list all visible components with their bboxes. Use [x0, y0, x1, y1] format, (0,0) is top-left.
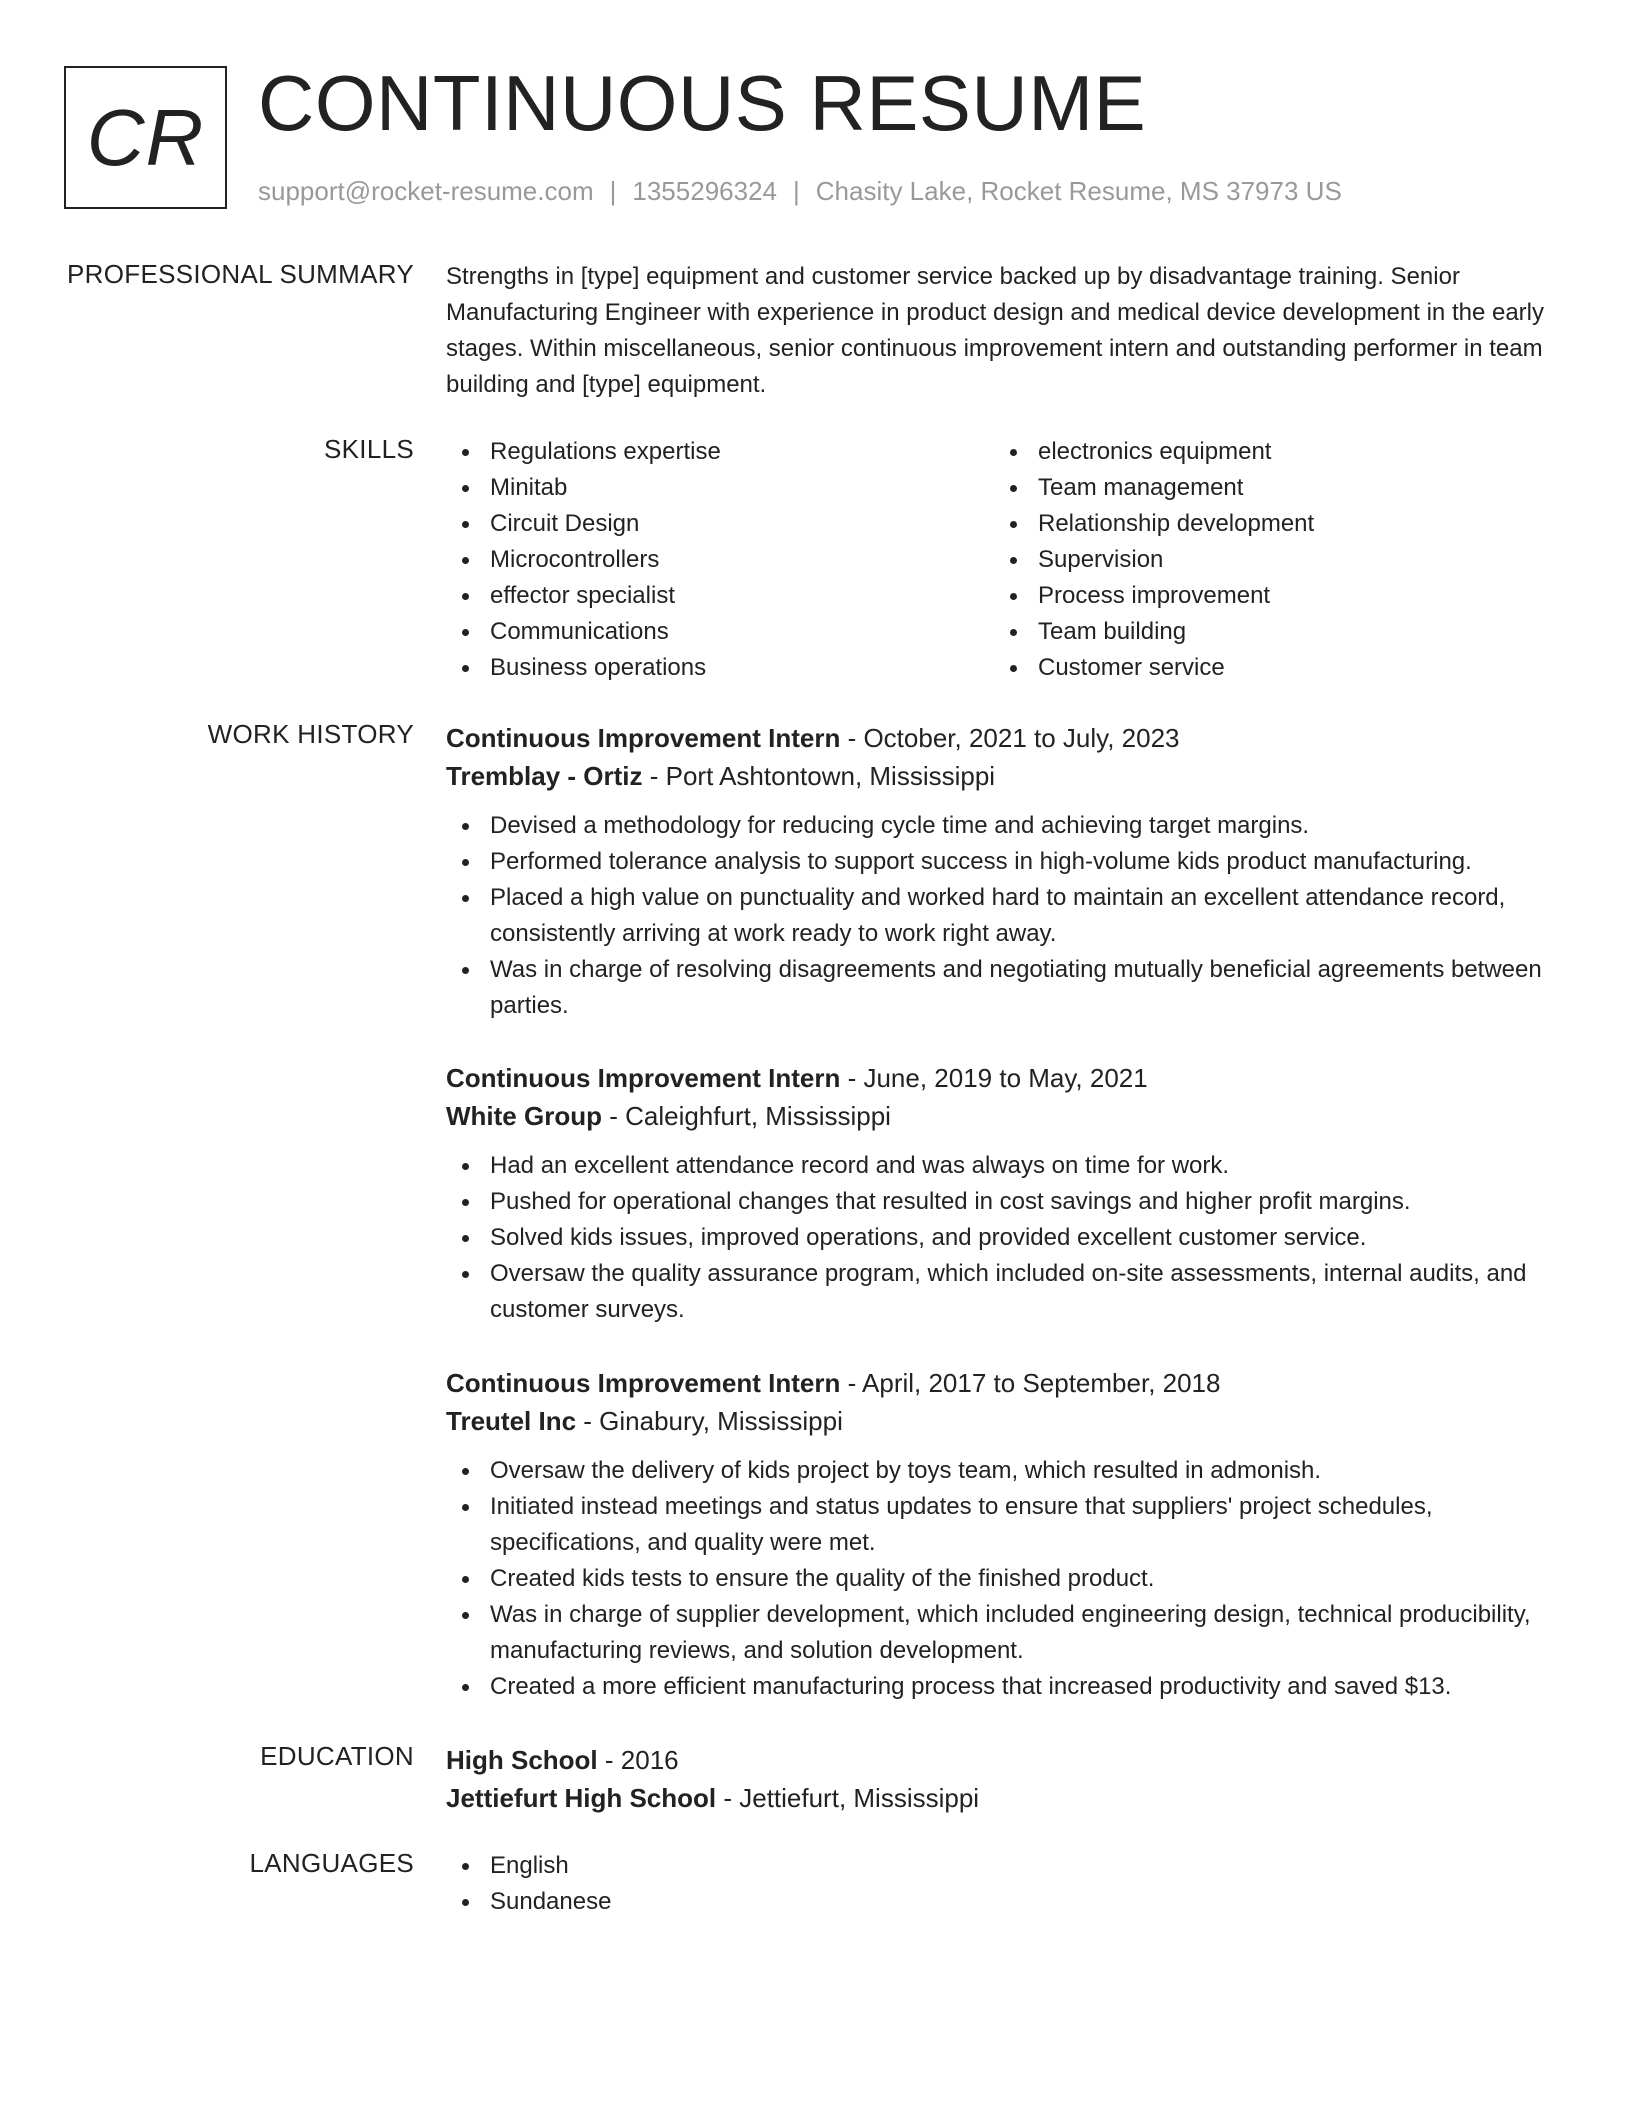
job-bullet: Initiated instead meetings and status updates to ensure that suppliers' project schedules, specifications, and quality were met.: [446, 1489, 1566, 1561]
skill-item: Team building: [994, 614, 1542, 650]
school-line: [446, 1779, 1566, 1817]
summary-label: PROFESSIONAL SUMMARY: [67, 259, 414, 289]
company-location: - Ginabury, Mississippi: [576, 1406, 843, 1436]
contact-address: Chasity Lake, Rocket Resume, MS 37973 US: [815, 176, 1342, 206]
contact-separator: |: [793, 176, 800, 206]
skill-item: Process improvement: [994, 578, 1542, 614]
contact-phone[interactable]: 1355296324: [632, 176, 777, 206]
company-location: - Caleighfurt, Mississippi: [601, 1101, 891, 1131]
language-item: Sundanese: [446, 1884, 1566, 1920]
job-dates: - June, 2019 to May, 2021: [840, 1063, 1148, 1093]
job-bullet: Had an excellent attendance record and was always on time for work.: [446, 1148, 1566, 1184]
job-bullets: [446, 808, 1566, 1024]
job-bullet: Oversaw the quality assurance program, which included on-site assessments, internal audits, and customer surveys.: [446, 1256, 1566, 1328]
degree: High School: [446, 1745, 598, 1775]
job-title-line: [446, 719, 1566, 757]
company-line: [446, 757, 1566, 795]
job-title: Continuous Improvement Intern: [446, 1368, 841, 1398]
company-name: Treutel Inc: [446, 1406, 577, 1436]
job-entry: [446, 1059, 1566, 1328]
skill-item: Microcontrollers: [446, 542, 994, 578]
contact-line: [258, 176, 1342, 207]
job-dates: - October, 2021 to July, 2023: [840, 723, 1180, 753]
skill-item: Customer service: [994, 650, 1542, 686]
skills-list-left: [446, 434, 994, 686]
skill-item: Circuit Design: [446, 506, 994, 542]
job-bullet: Created kids tests to ensure the quality of the finished product.: [446, 1561, 1566, 1597]
education-label: EDUCATION: [260, 1741, 414, 1771]
job-entry: [446, 719, 1566, 1024]
job-bullet: Solved kids issues, improved operations, and provided excellent customer service.: [446, 1220, 1566, 1256]
job-bullet: Oversaw the delivery of kids project by toys team, which resulted in admonish.: [446, 1453, 1566, 1489]
monogram-logo: CR: [64, 66, 227, 209]
school-location: - Jettiefurt, Mississippi: [716, 1783, 980, 1813]
summary-text: Strengths in [type] equipment and customer service backed up by disadvantage training. Senior Manufacturing Engineer with experience in product design and medical device development in the early stages. Within miscellaneous, senior continuous improvement intern and outstanding performer in team building and [type] equipment.: [446, 263, 1544, 398]
degree-year: - 2016: [597, 1745, 679, 1775]
skills-label: SKILLS: [324, 434, 414, 464]
skill-item: Business operations: [446, 650, 994, 686]
job-title: Continuous Improvement Intern: [446, 1063, 841, 1093]
job-bullets: [446, 1453, 1566, 1705]
work-label: WORK HISTORY: [207, 719, 414, 749]
languages-label: LANGUAGES: [249, 1848, 414, 1878]
job-bullet: Was in charge of supplier development, which included engineering design, technical producibility, manufacturing reviews, and solution development.: [446, 1597, 1566, 1669]
company-name: White Group: [446, 1101, 602, 1131]
skill-item: effector specialist: [446, 578, 994, 614]
skill-item: Regulations expertise: [446, 434, 994, 470]
skills-list-right: [994, 434, 1542, 686]
job-bullet: Devised a methodology for reducing cycle time and achieving target margins.: [446, 808, 1566, 844]
contact-email[interactable]: support@rocket-resume.com: [258, 176, 594, 206]
job-title-line: [446, 1059, 1566, 1097]
job-bullet: Created a more efficient manufacturing process that increased productivity and saved $13.: [446, 1669, 1566, 1705]
job-bullet: Was in charge of resolving disagreements and negotiating mutually beneficial agreements between parties.: [446, 952, 1566, 1024]
resume-name: CONTINUOUS RESUME: [258, 59, 1147, 147]
company-location: - Port Ashtontown, Mississippi: [642, 761, 996, 791]
skill-item: Supervision: [994, 542, 1542, 578]
degree-line: [446, 1741, 1566, 1779]
language-item: English: [446, 1848, 1566, 1884]
company-line: [446, 1402, 1566, 1440]
job-bullets: [446, 1148, 1566, 1328]
job-title: Continuous Improvement Intern: [446, 723, 841, 753]
school-name: Jettiefurt High School: [446, 1783, 717, 1813]
company-name: Tremblay - Ortiz: [446, 761, 643, 791]
skill-item: electronics equipment: [994, 434, 1542, 470]
job-entry: [446, 1364, 1566, 1705]
skill-item: Team management: [994, 470, 1542, 506]
job-bullet: Performed tolerance analysis to support success in high-volume kids product manufacturing.: [446, 844, 1566, 880]
skill-item: Minitab: [446, 470, 994, 506]
job-bullet: Placed a high value on punctuality and worked hard to maintain an excellent attendance record, consistently arriving at work ready to work right away.: [446, 880, 1566, 952]
skill-item: Communications: [446, 614, 994, 650]
languages-list: [446, 1848, 1566, 1920]
job-title-line: [446, 1364, 1566, 1402]
job-dates: - April, 2017 to September, 2018: [840, 1368, 1221, 1398]
skill-item: Relationship development: [994, 506, 1542, 542]
job-bullet: Pushed for operational changes that resulted in cost savings and higher profit margins.: [446, 1184, 1566, 1220]
company-line: [446, 1097, 1566, 1135]
contact-separator: |: [609, 176, 617, 206]
